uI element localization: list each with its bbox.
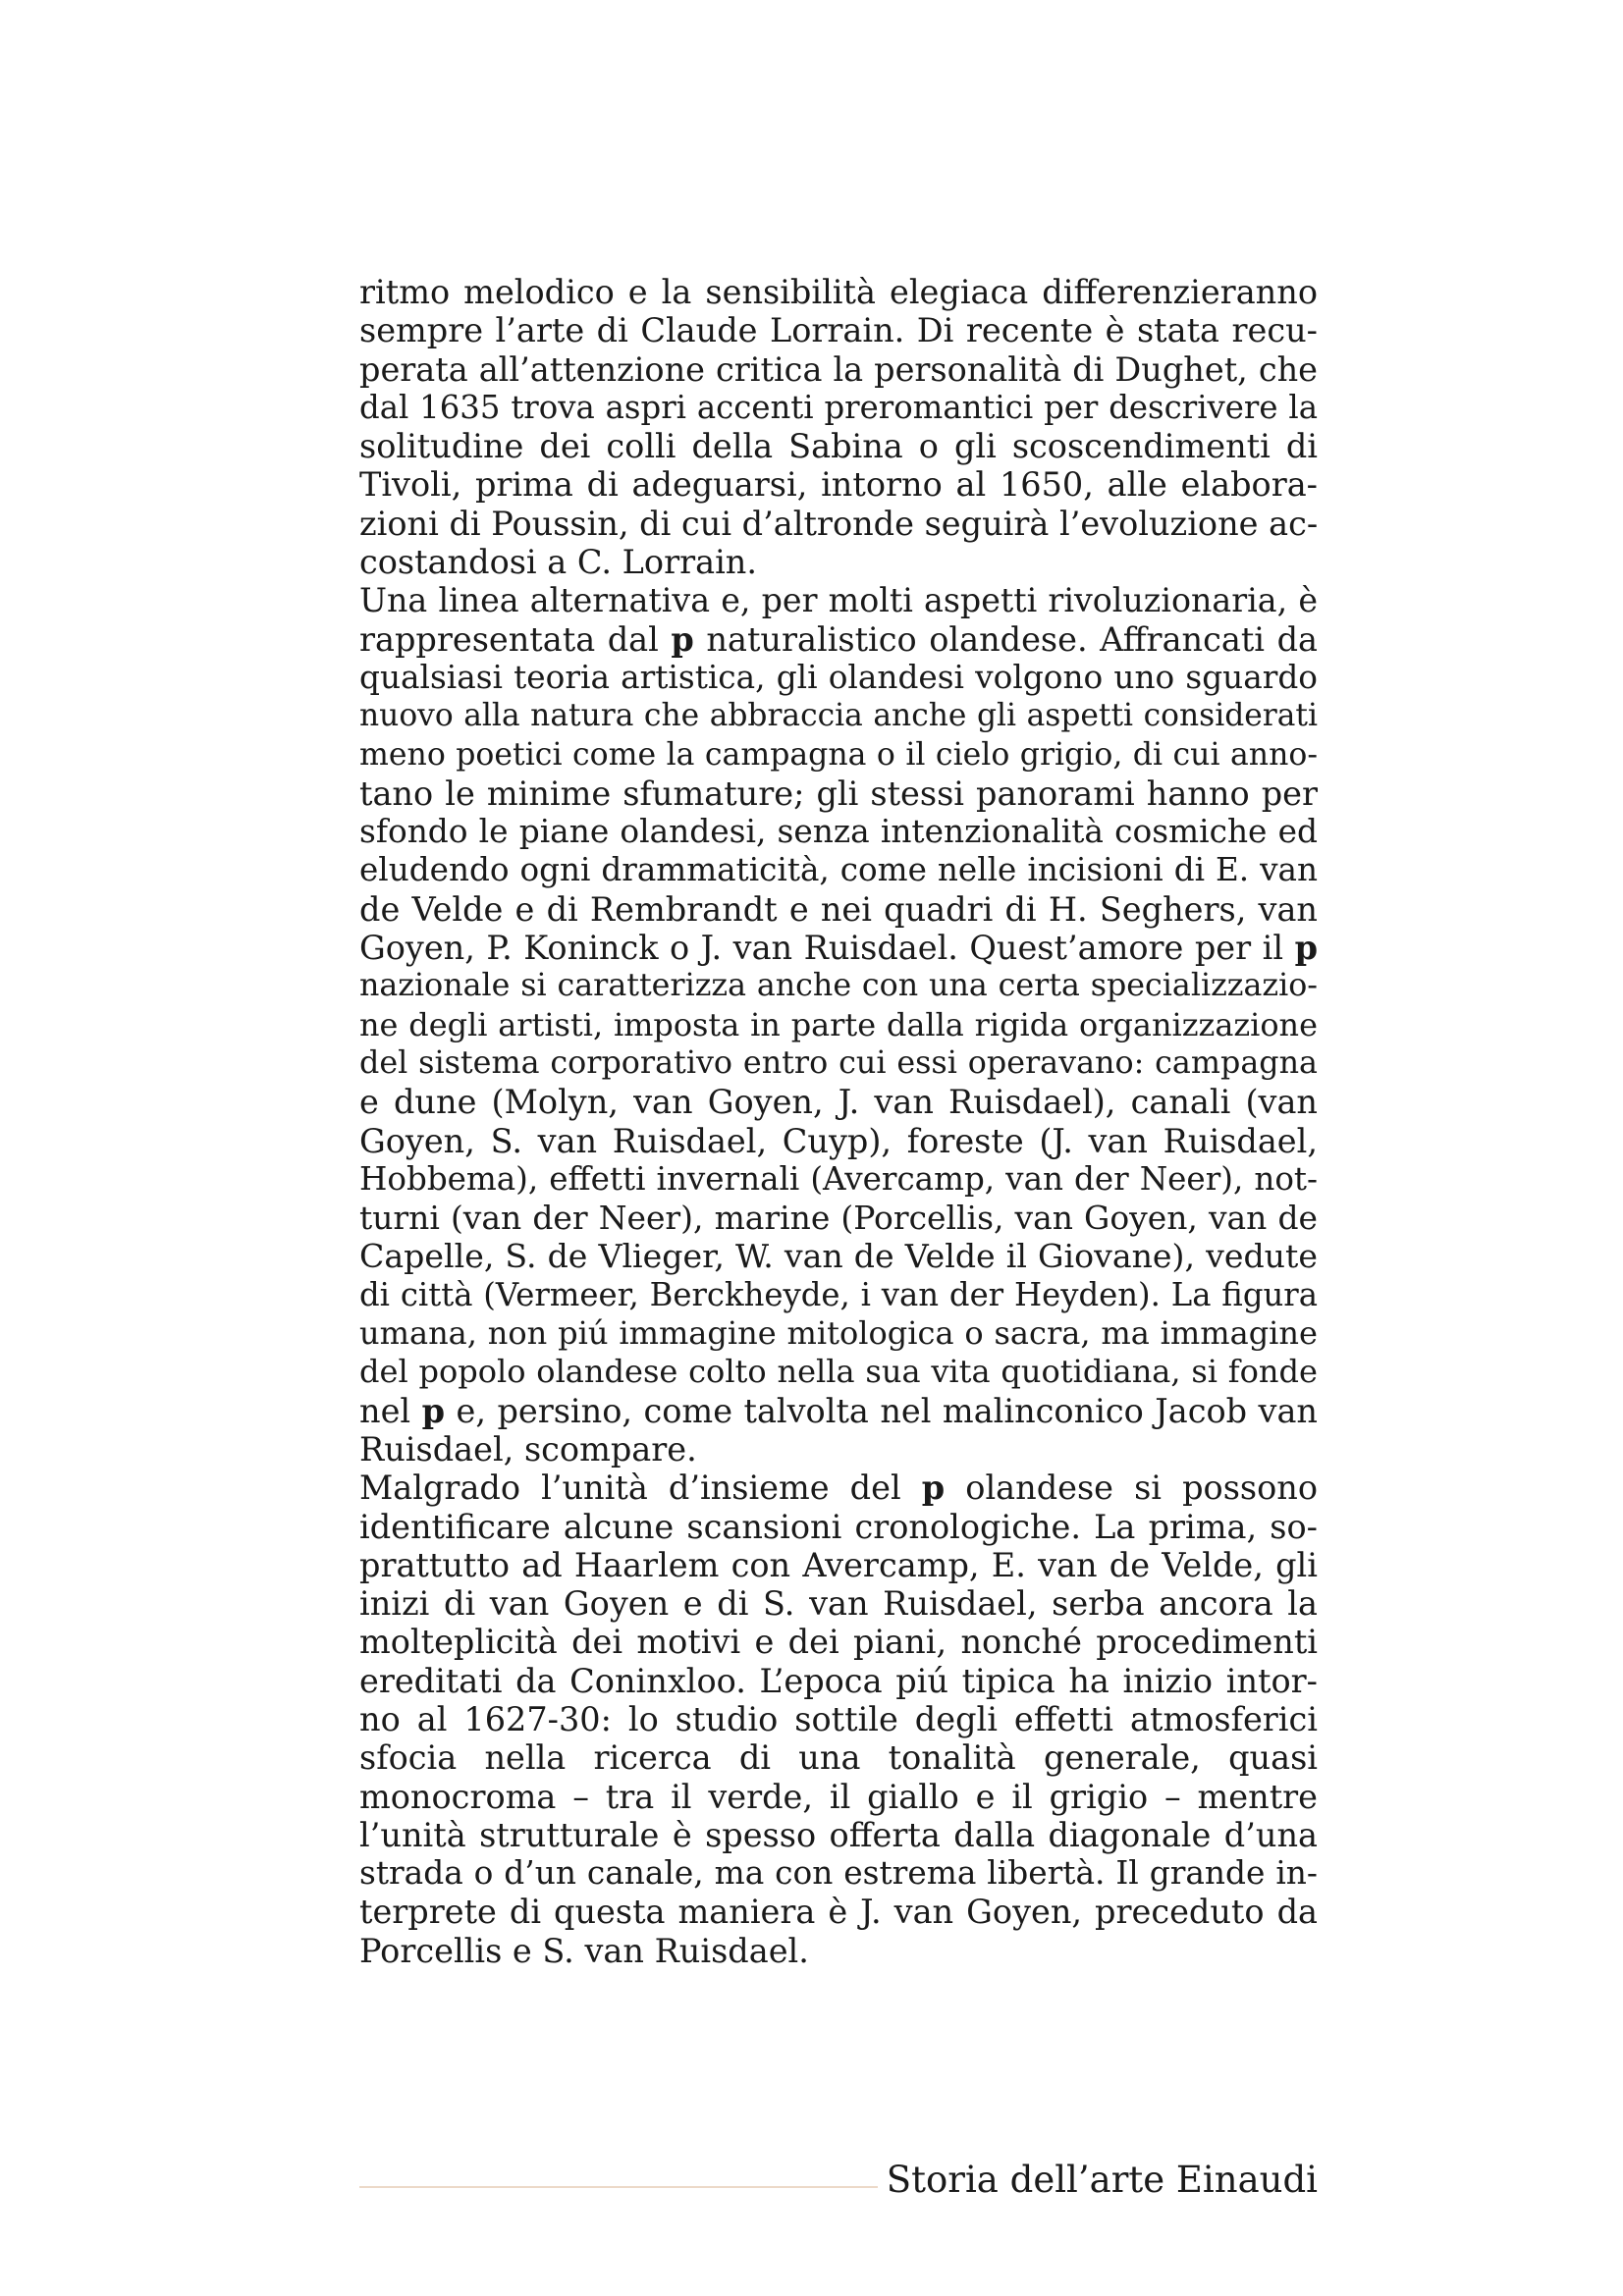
text-segment: ereditati da Coninxloo. L’epoca piú tipica ha inizio intor- — [359, 1661, 1318, 1700]
text-segment: molteplicità dei motivi e dei piani, nonché procedimenti — [359, 1623, 1318, 1662]
text-line — [359, 1199, 1318, 1237]
text-line — [359, 427, 1318, 465]
text-line — [359, 967, 1318, 1005]
entry-abbreviation: p — [421, 1391, 446, 1430]
text-segment: Goyen, S. van Ruisdael, Cuyp), foreste (J. van Ruisdael, — [359, 1121, 1318, 1160]
text-segment: Ruisdael, scompare. — [359, 1429, 697, 1468]
text-segment: sfocia nella ricerca di una tonalità generale, quasi — [359, 1738, 1318, 1778]
text-segment: costandosi a C. Lorrain. — [359, 543, 758, 582]
text-line — [359, 890, 1318, 929]
text-line — [359, 736, 1318, 774]
text-segment: identificare alcune scansioni cronologiche. La prima, so- — [359, 1507, 1318, 1546]
text-line — [359, 1662, 1318, 1700]
text-segment: del popolo olandese colto nella sua vita quotidiana, si fonde — [359, 1353, 1318, 1391]
text-line — [359, 543, 1318, 581]
text-line — [359, 1122, 1318, 1160]
text-segment: olandese si possono — [945, 1468, 1318, 1508]
text-segment: Hobbema), effetti invernali (Avercamp, van der Neer), not- — [359, 1159, 1318, 1198]
text-segment: del sistema corporativo entro cui essi operavano: campagna — [359, 1044, 1318, 1081]
text-segment: Malgrado l’unità d’insieme del — [359, 1468, 922, 1508]
text-segment: strada o d’un canale, ma con estrema libertà. Il grande in- — [359, 1854, 1318, 1893]
text-segment: e dune (Molyn, van Goyen, J. van Ruisdael), canali (van — [359, 1083, 1318, 1122]
text-segment: zioni di Poussin, di cui d’altronde seguirà l’evoluzione ac- — [359, 504, 1319, 543]
text-segment: monocroma – tra il verde, il giallo e il grigio – mentre — [359, 1777, 1318, 1816]
text-line — [359, 1778, 1318, 1816]
text-line — [359, 350, 1318, 389]
text-line — [359, 620, 1318, 659]
text-segment: Tivoli, prima di adeguarsi, intorno al 1650, alle elabora- — [359, 465, 1318, 505]
text-segment: Porcellis e S. van Ruisdael. — [359, 1931, 809, 1970]
text-line — [359, 1854, 1318, 1893]
text-segment: ne degli artisti, imposta in parte dalla rigida organizzazione — [359, 1005, 1318, 1043]
text-segment: naturalistico olandese. Affrancati da — [693, 619, 1318, 659]
text-segment: prattutto ad Haarlem con Avercamp, E. van de Velde, gli — [359, 1545, 1318, 1584]
text-line — [359, 1314, 1318, 1353]
text-segment: nel — [359, 1391, 422, 1430]
text-line — [359, 1893, 1318, 1931]
text-line — [359, 1237, 1318, 1275]
body-text — [359, 273, 1318, 1970]
text-segment: inizi di van Goyen e di S. van Ruisdael, serba ancora la — [359, 1584, 1318, 1624]
text-segment: turni (van der Neer), marine (Porcellis, van Goyen, van de — [359, 1199, 1318, 1238]
text-segment: qualsiasi teoria artistica, gli olandesi volgono uno sguardo — [359, 658, 1318, 696]
text-segment: Capelle, S. de Vlieger, W. van de Velde il Giovane), vedute — [359, 1237, 1318, 1276]
text-segment: perata all’attenzione critica la personalità di Dughet, che — [359, 349, 1318, 389]
text-line — [359, 659, 1318, 697]
text-segment: eludendo ogni drammaticità, come nelle incisioni di E. van — [359, 851, 1318, 889]
text-segment: no al 1627-30: lo studio sottile degli effetti atmosferici — [359, 1699, 1318, 1738]
text-segment: sfondo le piane olandesi, senza intenzionalità cosmiche ed — [359, 813, 1318, 851]
text-line — [359, 1430, 1318, 1468]
text-line — [359, 465, 1318, 504]
text-line — [359, 273, 1318, 311]
text-line — [359, 851, 1318, 889]
text-line — [359, 1353, 1318, 1391]
text-line — [359, 1623, 1318, 1661]
text-segment: di città (Vermeer, Berckheyde, i van der Heyden). La figura — [359, 1275, 1318, 1313]
text-segment: solitudine dei colli della Sabina o gli scoscendimenti di — [359, 427, 1318, 466]
text-line — [359, 1392, 1318, 1430]
text-segment: e, persino, come talvolta nel malinconico Jacob van — [445, 1391, 1319, 1430]
text-line — [359, 1083, 1318, 1121]
text-line — [359, 1932, 1318, 1970]
text-segment: Una linea alternativa e, per molti aspetti rivoluzionaria, è — [359, 581, 1318, 620]
text-line — [359, 1546, 1318, 1584]
text-line — [359, 311, 1318, 349]
text-line — [359, 1468, 1318, 1507]
entry-abbreviation: p — [671, 619, 694, 659]
footer-title: Storia dell’arte Einaudi — [886, 2159, 1318, 2201]
text-line — [359, 1700, 1318, 1738]
text-segment: meno poetici come la campagna o il cielo grigio, di cui anno- — [359, 736, 1318, 773]
text-line — [359, 774, 1318, 813]
text-segment: sempre l’arte di Claude Lorrain. Di recente è stata recu- — [359, 311, 1318, 350]
text-line — [359, 1816, 1318, 1854]
text-segment: dal 1635 trova aspri accenti preromantici per descrivere la — [359, 388, 1318, 426]
text-line — [359, 1508, 1318, 1546]
entry-abbreviation: p — [921, 1468, 946, 1508]
text-line — [359, 929, 1318, 967]
text-segment: terprete di questa maniera è J. van Goyen, preceduto da — [359, 1893, 1318, 1932]
text-segment: l’unità strutturale è spesso offerta dalla diagonale d’una — [359, 1815, 1318, 1854]
text-line — [359, 1738, 1318, 1777]
text-segment: ritmo melodico e la sensibilità elegiaca differenzieranno — [359, 273, 1318, 311]
text-segment: nazionale si caratterizza anche con una certa specializzazio- — [359, 968, 1318, 1004]
text-segment: Goyen, P. Koninck o J. van Ruisdael. Quest’amore per il — [359, 929, 1295, 968]
text-line — [359, 1276, 1318, 1314]
text-line — [359, 505, 1318, 543]
footer-rule — [359, 2186, 878, 2188]
text-line — [359, 813, 1318, 851]
text-segment: rappresentata dal — [359, 619, 672, 659]
text-line — [359, 697, 1318, 735]
text-line — [359, 581, 1318, 619]
text-line — [359, 1160, 1318, 1199]
text-segment: tano le minime sfumature; gli stessi panorami hanno per — [359, 774, 1318, 813]
text-segment: umana, non piú immagine mitologica o sacra, ma immagine — [359, 1314, 1318, 1353]
text-line — [359, 1044, 1318, 1083]
text-line — [359, 1006, 1318, 1044]
text-line — [359, 1584, 1318, 1623]
text-segment: nuovo alla natura che abbraccia anche gli aspetti considerati — [359, 698, 1318, 734]
entry-abbreviation: p — [1294, 929, 1318, 968]
text-line — [359, 389, 1318, 427]
text-segment: de Velde e di Rembrandt e nei quadri di H. Seghers, van — [359, 889, 1318, 929]
